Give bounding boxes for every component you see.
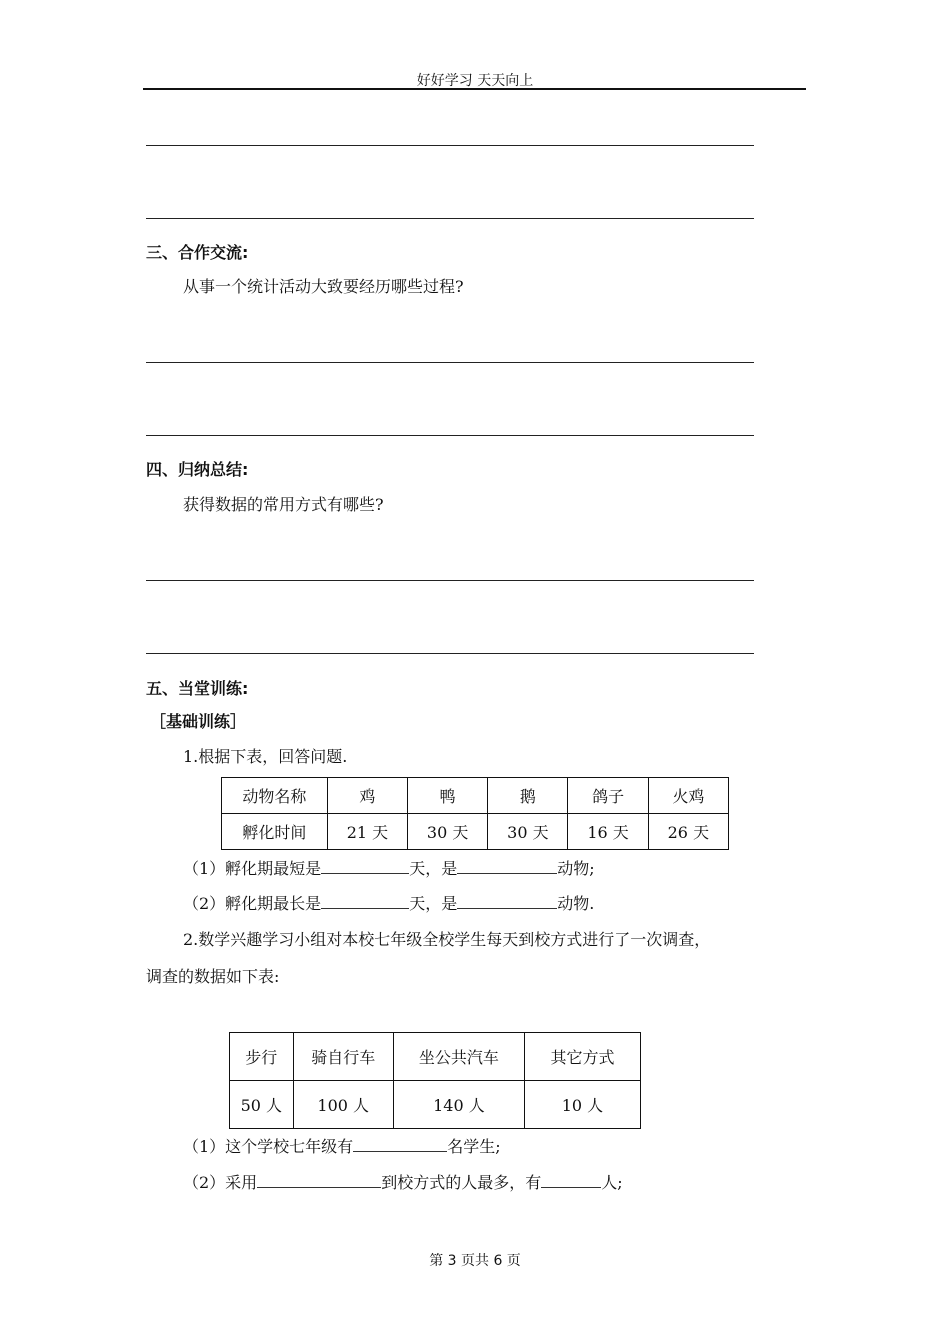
table-cell: 16 天: [568, 814, 648, 850]
header-rule: [143, 88, 806, 90]
question-2-sub1: [183, 1134, 501, 1157]
question-2-prompt-line2: 调查的数据如下表:: [146, 967, 280, 986]
sub-question-text: （2）孵化期最长是: [183, 894, 322, 913]
answer-line: [146, 362, 754, 363]
sub-question-text: 天，是: [409, 859, 458, 878]
section-question: 获得数据的常用方式有哪些?: [183, 495, 384, 514]
table-cell: 30 天: [488, 814, 568, 850]
question-2-sub2: [183, 1170, 623, 1193]
table-row: [230, 1033, 641, 1081]
fill-blank[interactable]: [257, 1173, 381, 1188]
section-question: 从事一个统计活动大致要经历哪些过程?: [183, 277, 464, 296]
table-row: [222, 778, 729, 814]
answer-line: [146, 653, 754, 654]
question-1-prompt: 1.根据下表，回答问题.: [183, 747, 348, 766]
sub-question-text: 人;: [601, 1173, 623, 1192]
sub-question-text: （2）采用: [183, 1173, 258, 1192]
sub-question-text: 到校方式的人最多，有: [381, 1173, 542, 1192]
subsection-heading-basic: ［基础训练］: [150, 712, 247, 731]
section-heading-summary: 四、归纳总结:: [146, 460, 249, 479]
answer-line: [146, 218, 754, 219]
sub-question-text: （1）这个学校七年级有: [183, 1137, 354, 1156]
table-cell: 坐公共汽车: [393, 1033, 524, 1081]
commute-table: [229, 1032, 641, 1129]
fill-blank[interactable]: [321, 859, 409, 874]
table-cell: 孵化时间: [222, 814, 328, 850]
fill-blank[interactable]: [457, 894, 557, 909]
section-heading-practice: 五、当堂训练:: [146, 679, 249, 698]
table-cell: 火鸡: [648, 778, 728, 814]
table-row: [222, 814, 729, 850]
table-row: [230, 1081, 641, 1129]
table-cell: 骑自行车: [293, 1033, 393, 1081]
page-header: 好好学习 天天向上: [416, 73, 534, 89]
answer-line: [146, 145, 754, 146]
sub-question-text: 动物;: [557, 859, 595, 878]
sub-question-text: 动物.: [557, 894, 595, 913]
question-2-prompt-line1: 2.数学兴趣学习小组对本校七年级全校学生每天到校方式进行了一次调查，: [183, 930, 711, 949]
table-cell: 26 天: [648, 814, 728, 850]
table-cell: 步行: [230, 1033, 294, 1081]
table-cell: 鸡: [327, 778, 407, 814]
table-cell: 21 天: [327, 814, 407, 850]
table-cell: 鸽子: [568, 778, 648, 814]
table-cell: 140 人: [393, 1081, 524, 1129]
table-cell: 100 人: [293, 1081, 393, 1129]
table-cell: 50 人: [230, 1081, 294, 1129]
answer-line: [146, 435, 754, 436]
incubation-table: [221, 777, 729, 850]
fill-blank[interactable]: [353, 1137, 447, 1152]
table-cell: 30 天: [408, 814, 488, 850]
section-heading-cooperation: 三、合作交流:: [146, 243, 249, 262]
page-number: 第 3 页共 6 页: [429, 1253, 521, 1269]
sub-question-text: 名学生;: [447, 1137, 501, 1156]
table-cell: 鸭: [408, 778, 488, 814]
answer-line: [146, 580, 754, 581]
sub-question-text: （1）孵化期最短是: [183, 859, 322, 878]
question-1-sub2: [183, 891, 594, 914]
table-cell: 鹅: [488, 778, 568, 814]
fill-blank[interactable]: [457, 859, 557, 874]
table-cell: 其它方式: [524, 1033, 640, 1081]
fill-blank[interactable]: [321, 894, 409, 909]
table-cell: 动物名称: [222, 778, 328, 814]
table-cell: 10 人: [524, 1081, 640, 1129]
question-1-sub1: [183, 856, 595, 879]
sub-question-text: 天，是: [409, 894, 458, 913]
fill-blank[interactable]: [541, 1173, 601, 1188]
